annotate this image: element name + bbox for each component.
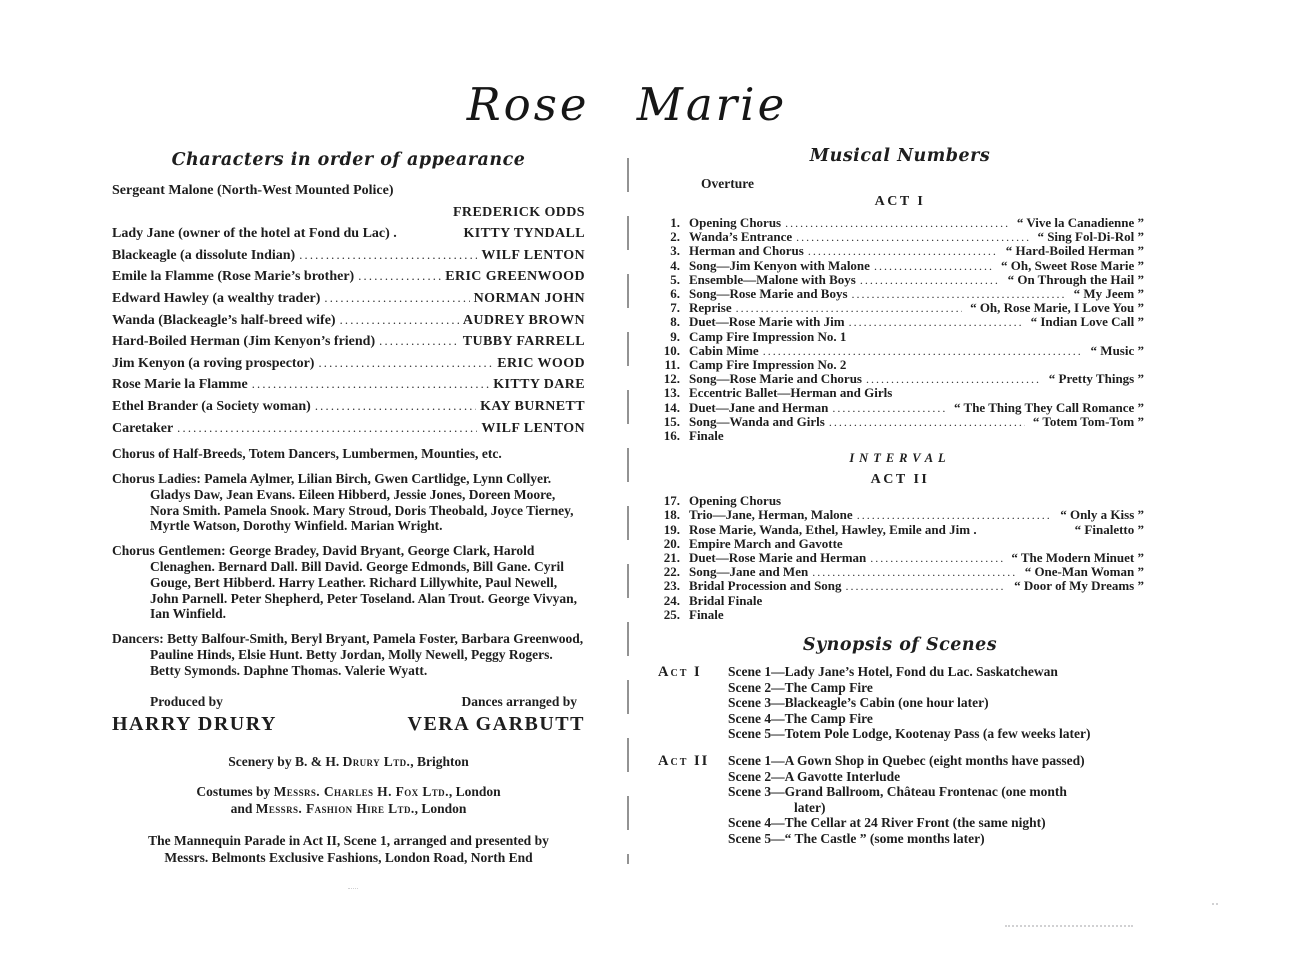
cast-actor: WILF LENTON bbox=[481, 247, 585, 263]
number-label: Opening Chorus bbox=[689, 493, 782, 509]
musical-number-row bbox=[656, 537, 1144, 551]
cast-role: Ethel Brander (a Society woman) bbox=[112, 398, 311, 414]
number-label: Duet—Jane and Herman bbox=[689, 399, 829, 415]
scenery-credit bbox=[112, 754, 585, 770]
leader-dots bbox=[829, 415, 1025, 429]
number-index: 6. bbox=[670, 286, 680, 302]
number-index: 2. bbox=[670, 229, 680, 245]
credit-text: Messrs. Fashion Hire Ltd. bbox=[255, 800, 415, 816]
chorus-note: Chorus of Half-Breeds, Totem Dancers, Lumbermen, Mounties, etc. bbox=[112, 446, 502, 462]
interval-label: INTERVAL bbox=[849, 451, 951, 466]
credit-text: Drury Ltd. bbox=[342, 754, 411, 770]
act2-label: ACT II bbox=[870, 472, 930, 488]
number-label: Rose Marie, Wanda, Ethel, Hawley, Emile and Jim . bbox=[689, 521, 977, 537]
act1-label: ACT I bbox=[874, 194, 926, 209]
number-index: 24. bbox=[663, 592, 680, 608]
number-label: Duet—Rose Marie with Jim bbox=[689, 314, 845, 330]
dancers-names: Betty Balfour-Smith, Beryl Bryant, Pamela Foster, Barbara Greenwood, Pauline Hinds, Elsie Hunt. Betty Jordan, Molly Newell, Peggy Rogers. Betty Symonds. Daphne Thomas. Valerie Wyatt. bbox=[150, 631, 584, 678]
leader-dots bbox=[785, 216, 1009, 230]
producer-name: HARRY DRURY bbox=[112, 713, 277, 736]
cast-actor: KITTY DARE bbox=[493, 377, 585, 393]
number-title: “ Hard-Boiled Herman ” bbox=[1005, 243, 1144, 259]
number-title: “ Sing Fol-Di-Rol ” bbox=[1037, 229, 1144, 245]
leader-dots bbox=[852, 287, 1066, 301]
leader-dots bbox=[763, 344, 1083, 358]
number-label: Camp Fire Impression No. 2 bbox=[689, 357, 847, 373]
costumes-line-2 bbox=[231, 801, 467, 816]
credit-text: , London bbox=[448, 784, 501, 800]
cast-actor: KAY BURNETT bbox=[480, 398, 585, 414]
number-index: 22. bbox=[663, 564, 680, 580]
leader-dots bbox=[870, 551, 1003, 565]
number-index: 13. bbox=[663, 385, 680, 401]
cast-row bbox=[112, 418, 585, 440]
musical-number-row bbox=[656, 330, 1144, 344]
leader-dots bbox=[177, 418, 477, 440]
cast-row bbox=[112, 374, 585, 396]
number-label: Song—Jane and Men bbox=[689, 564, 809, 580]
number-index: 9. bbox=[670, 328, 680, 344]
credit-text: Scenery by B. & H. bbox=[228, 754, 343, 770]
cast-role: Caretaker bbox=[112, 420, 174, 436]
scene-list bbox=[728, 664, 1100, 742]
number-index: 25. bbox=[663, 606, 680, 622]
number-title: “ One-Man Woman ” bbox=[1024, 564, 1144, 580]
scene-row: Scene 5—Totem Pole Lodge, Kootenay Pass (a few weeks later) bbox=[728, 726, 1091, 742]
number-label: Wanda’s Entrance bbox=[689, 229, 793, 245]
musical-number-row bbox=[656, 216, 1144, 230]
synopsis-list bbox=[656, 664, 1144, 847]
musical-numbers-column bbox=[656, 146, 1144, 847]
musical-number-row bbox=[656, 508, 1144, 522]
chorus-ladies-names: Pamela Aylmer, Lilian Birch, Gwen Cartlidge, Lynn Collyer. Gladys Daw, Jean Evans. Eileen Hibberd, Jessie Jones, Doreen Moore, Nora Smith. Pamela Snook. Mary Stroud, Doris Theobald, Joyce Tierney, Myrtle Watson, Dorothy Winfield. Marian Wright. bbox=[150, 470, 574, 534]
number-index: 7. bbox=[670, 300, 680, 316]
cast-row bbox=[112, 245, 585, 267]
cast-actor: ERIC GREENWOOD bbox=[445, 269, 585, 285]
number-index: 11. bbox=[664, 357, 680, 373]
cast-actor: NORMAN JOHN bbox=[473, 290, 585, 306]
number-label: Bridal Finale bbox=[689, 592, 763, 608]
number-label: Ensemble—Malone with Boys bbox=[689, 271, 856, 287]
leader-dots bbox=[874, 259, 993, 273]
musical-number-row bbox=[656, 429, 1144, 443]
number-index: 14. bbox=[663, 399, 680, 415]
scene-row: Scene 2—The Camp Fire bbox=[728, 679, 873, 695]
scene-row: Scene 2—A Gavotte Interlude bbox=[728, 768, 901, 784]
credit-text: , Brighton bbox=[410, 754, 469, 770]
musical-number-row bbox=[656, 358, 1144, 372]
dancers-label: Dancers: bbox=[112, 631, 164, 647]
number-label: Finale bbox=[689, 428, 724, 444]
musical-number-row bbox=[656, 244, 1144, 258]
act2-number-list bbox=[656, 494, 1144, 622]
costumes-credit bbox=[112, 784, 585, 817]
leader-dots bbox=[324, 288, 469, 310]
leader-dots bbox=[315, 396, 476, 418]
credit-text: , London bbox=[414, 800, 467, 816]
leader-dots bbox=[846, 579, 1007, 593]
cast-role: Wanda (Blackeagle’s half-breed wife) bbox=[112, 312, 336, 328]
number-index: 23. bbox=[663, 578, 680, 594]
cast-row bbox=[112, 396, 585, 418]
characters-header: Characters in order of appearance bbox=[171, 150, 526, 170]
musical-number-row bbox=[656, 315, 1144, 329]
leader-dots bbox=[808, 244, 998, 258]
cast-role: Emile la Flamme (Rose Marie’s brother) bbox=[112, 269, 355, 285]
leader-dots bbox=[318, 353, 493, 375]
synopsis-act-label: Act I bbox=[658, 664, 702, 681]
musical-number-row bbox=[656, 551, 1144, 565]
cast-role: Blackeagle (a dissolute Indian) bbox=[112, 247, 296, 263]
leader-dots bbox=[860, 273, 1000, 287]
number-label: Eccentric Ballet—Herman and Girls bbox=[689, 385, 893, 401]
cast-actor: FREDERICK ODDS bbox=[452, 204, 585, 220]
number-label: Duet—Rose Marie and Herman bbox=[689, 550, 867, 566]
musical-number-row bbox=[656, 230, 1144, 244]
show-title: Rose Marie bbox=[466, 78, 788, 131]
number-label: Bridal Procession and Song bbox=[689, 578, 842, 594]
number-index: 4. bbox=[670, 257, 680, 273]
scene-row: Scene 4—The Camp Fire bbox=[728, 710, 873, 726]
cast-row bbox=[112, 266, 585, 288]
musical-number-row bbox=[656, 523, 1144, 537]
number-index: 8. bbox=[670, 314, 680, 330]
scene-row: Scene 1—Lady Jane’s Hotel, Fond du Lac. Saskatchewan bbox=[728, 664, 1058, 680]
musical-number-row bbox=[656, 344, 1144, 358]
cast-row bbox=[112, 310, 585, 332]
leader-dots bbox=[849, 315, 1023, 329]
scene-row: Scene 3—Blackeagle’s Cabin (one hour later) bbox=[728, 695, 989, 711]
number-index: 19. bbox=[663, 521, 680, 537]
number-title: “ Music ” bbox=[1090, 342, 1144, 358]
number-label: Camp Fire Impression No. 1 bbox=[689, 328, 847, 344]
cast-actor: KITTY TYNDALL bbox=[463, 226, 585, 242]
number-index: 18. bbox=[663, 507, 680, 523]
leader-dots bbox=[358, 266, 441, 288]
mannequin-line-1: The Mannequin Parade in Act II, Scene 1, arranged and presented by bbox=[148, 833, 549, 849]
number-title: “ The Modern Minuet ” bbox=[1011, 550, 1144, 566]
cast-actor: WILF LENTON bbox=[481, 420, 585, 436]
cast-actor: ERIC WOOD bbox=[497, 355, 585, 371]
overture-label: Overture bbox=[701, 176, 754, 191]
produced-by-label: Produced by bbox=[150, 694, 223, 710]
musical-number-row bbox=[656, 301, 1144, 315]
scene-row: Scene 1—A Gown Shop in Quebec (eight months have passed) bbox=[728, 753, 1085, 769]
musical-number-row bbox=[656, 608, 1144, 622]
number-index: 12. bbox=[663, 371, 680, 387]
mannequin-note bbox=[112, 833, 585, 866]
musical-number-row bbox=[656, 386, 1144, 400]
number-title: “ The Thing They Call Romance ” bbox=[954, 399, 1144, 415]
number-label: Song—Wanda and Girls bbox=[689, 413, 825, 429]
scene-list bbox=[728, 753, 1100, 847]
musical-number-row bbox=[656, 273, 1144, 287]
number-title: “ Finaletto ” bbox=[1074, 521, 1144, 537]
number-index: 16. bbox=[663, 428, 680, 444]
credit-text: Messrs. Charles H. Fox Ltd. bbox=[273, 784, 449, 800]
number-label: Trio—Jane, Herman, Malone bbox=[689, 507, 853, 523]
number-title: “ Indian Love Call ” bbox=[1030, 314, 1144, 330]
chorus-gentlemen bbox=[112, 543, 585, 622]
cast-role: Sergeant Malone (North-West Mounted Police) bbox=[112, 183, 394, 198]
leader-dots bbox=[736, 301, 962, 315]
scene-row: Scene 5—“ The Castle ” (some months later) bbox=[728, 831, 985, 847]
dance-arranger-name: VERA GARBUTT bbox=[407, 713, 585, 736]
number-label: Empire March and Gavotte bbox=[689, 535, 843, 551]
chorus-gentlemen-names: George Bradey, David Bryant, George Clark, Harold Clenaghen. Bernard Dall. Bill David. George Edmonds, Bill Gane. Cyril Gouge, Bert Hibberd. Harry Leather. Richard Lillywhite, Paul Newell, John Parnell. Peter Shepherd, Peter Toseland. Alan Trout. George Vivyan, Ian Winfield. bbox=[150, 543, 578, 622]
cast-role: Edward Hawley (a wealthy trader) bbox=[112, 290, 321, 306]
leader-dots bbox=[252, 374, 490, 396]
dancers bbox=[112, 631, 585, 678]
cast-row bbox=[112, 223, 585, 245]
scan-artifact bbox=[1212, 903, 1218, 905]
musical-number-row bbox=[656, 287, 1144, 301]
number-index: 17. bbox=[663, 493, 680, 509]
musical-number-row bbox=[656, 401, 1144, 415]
musical-number-row bbox=[656, 372, 1144, 386]
number-index: 10. bbox=[663, 342, 680, 358]
leader-dots bbox=[812, 565, 1016, 579]
cast-actor: TUBBY FARRELL bbox=[462, 334, 585, 350]
dances-arranged-label: Dances arranged by bbox=[461, 694, 577, 710]
leader-dots bbox=[379, 331, 459, 353]
credit-text: and bbox=[230, 800, 256, 816]
scan-artifact bbox=[348, 888, 358, 889]
number-title: “ Oh, Sweet Rose Marie ” bbox=[1001, 257, 1144, 273]
leader-dots bbox=[340, 310, 459, 332]
number-label: Song—Rose Marie and Chorus bbox=[689, 371, 862, 387]
musical-number-row bbox=[656, 565, 1144, 579]
number-label: Reprise bbox=[689, 300, 732, 316]
cast-role: Rose Marie la Flamme bbox=[112, 377, 248, 393]
leader-dots bbox=[857, 508, 1053, 522]
scene-row: Scene 3—Grand Ballroom, Château Frontenac (one month later) bbox=[728, 784, 1067, 815]
number-title: “ Totem Tom-Tom ” bbox=[1032, 413, 1144, 429]
synopsis-header: Synopsis of Scenes bbox=[802, 635, 998, 656]
cast-role: Jim Kenyon (a roving prospector) bbox=[112, 355, 315, 371]
costumes-line-1 bbox=[196, 784, 500, 799]
musical-number-row bbox=[656, 259, 1144, 273]
number-index: 1. bbox=[670, 215, 680, 230]
musical-numbers-header: Musical Numbers bbox=[809, 146, 991, 166]
number-title: “ Vive la Canadienne ” bbox=[1016, 215, 1144, 230]
leader-dots bbox=[796, 230, 1029, 244]
cast-role: Hard-Boiled Herman (Jim Kenyon’s friend) bbox=[112, 334, 376, 350]
number-label: Cabin Mime bbox=[689, 342, 759, 358]
synopsis-act-label: Act II bbox=[658, 753, 710, 770]
number-index: 21. bbox=[663, 550, 680, 566]
number-index: 3. bbox=[670, 243, 680, 259]
number-title: “ On Through the Hail ” bbox=[1007, 271, 1144, 287]
characters-column bbox=[112, 150, 585, 866]
number-index: 5. bbox=[670, 271, 680, 287]
credit-labels-row bbox=[112, 694, 585, 710]
musical-number-row bbox=[656, 494, 1144, 508]
cast-list bbox=[112, 180, 585, 439]
cast-role: Lady Jane (owner of the hotel at Fond du Lac) . bbox=[112, 226, 397, 242]
musical-number-row bbox=[656, 579, 1144, 593]
number-label: Opening Chorus bbox=[689, 215, 782, 230]
column-divider bbox=[627, 158, 629, 864]
scan-artifact bbox=[1005, 925, 1133, 927]
chorus-ladies bbox=[112, 471, 585, 534]
chorus-gentlemen-label: Chorus Gentlemen: bbox=[112, 543, 226, 559]
number-label: Song—Rose Marie and Boys bbox=[689, 286, 848, 302]
cast-row bbox=[112, 353, 585, 375]
number-label: Song—Jim Kenyon with Malone bbox=[689, 257, 870, 273]
synopsis-act bbox=[656, 753, 1144, 847]
number-index: 15. bbox=[663, 413, 680, 429]
number-index: 20. bbox=[663, 535, 680, 551]
musical-number-row bbox=[656, 594, 1144, 608]
leader-dots bbox=[299, 245, 477, 267]
cast-row bbox=[112, 331, 585, 353]
number-label: Herman and Chorus bbox=[689, 243, 804, 259]
number-title: “ Pretty Things ” bbox=[1048, 371, 1144, 387]
musical-number-row bbox=[656, 415, 1144, 429]
credit-text: Costumes by bbox=[196, 784, 274, 800]
cast-row bbox=[112, 288, 585, 310]
synopsis-act bbox=[656, 664, 1144, 742]
number-title: “ Door of My Dreams ” bbox=[1014, 578, 1144, 594]
leader-dots bbox=[832, 401, 946, 415]
scene-row: Scene 4—The Cellar at 24 River Front (the same night) bbox=[728, 815, 1046, 831]
leader-dots bbox=[866, 372, 1041, 386]
number-title: “ Oh, Rose Marie, I Love You ” bbox=[970, 300, 1144, 316]
number-label: Finale bbox=[689, 606, 724, 622]
credit-names-row bbox=[112, 713, 585, 736]
cast-actor: AUDREY BROWN bbox=[462, 312, 585, 328]
mannequin-line-2: Messrs. Belmonts Exclusive Fashions, London Road, North End bbox=[164, 849, 533, 865]
act1-number-list bbox=[656, 216, 1144, 443]
number-title: “ My Jeem ” bbox=[1073, 286, 1144, 302]
chorus-ladies-label: Chorus Ladies: bbox=[112, 470, 201, 486]
number-title: “ Only a Kiss ” bbox=[1060, 507, 1144, 523]
